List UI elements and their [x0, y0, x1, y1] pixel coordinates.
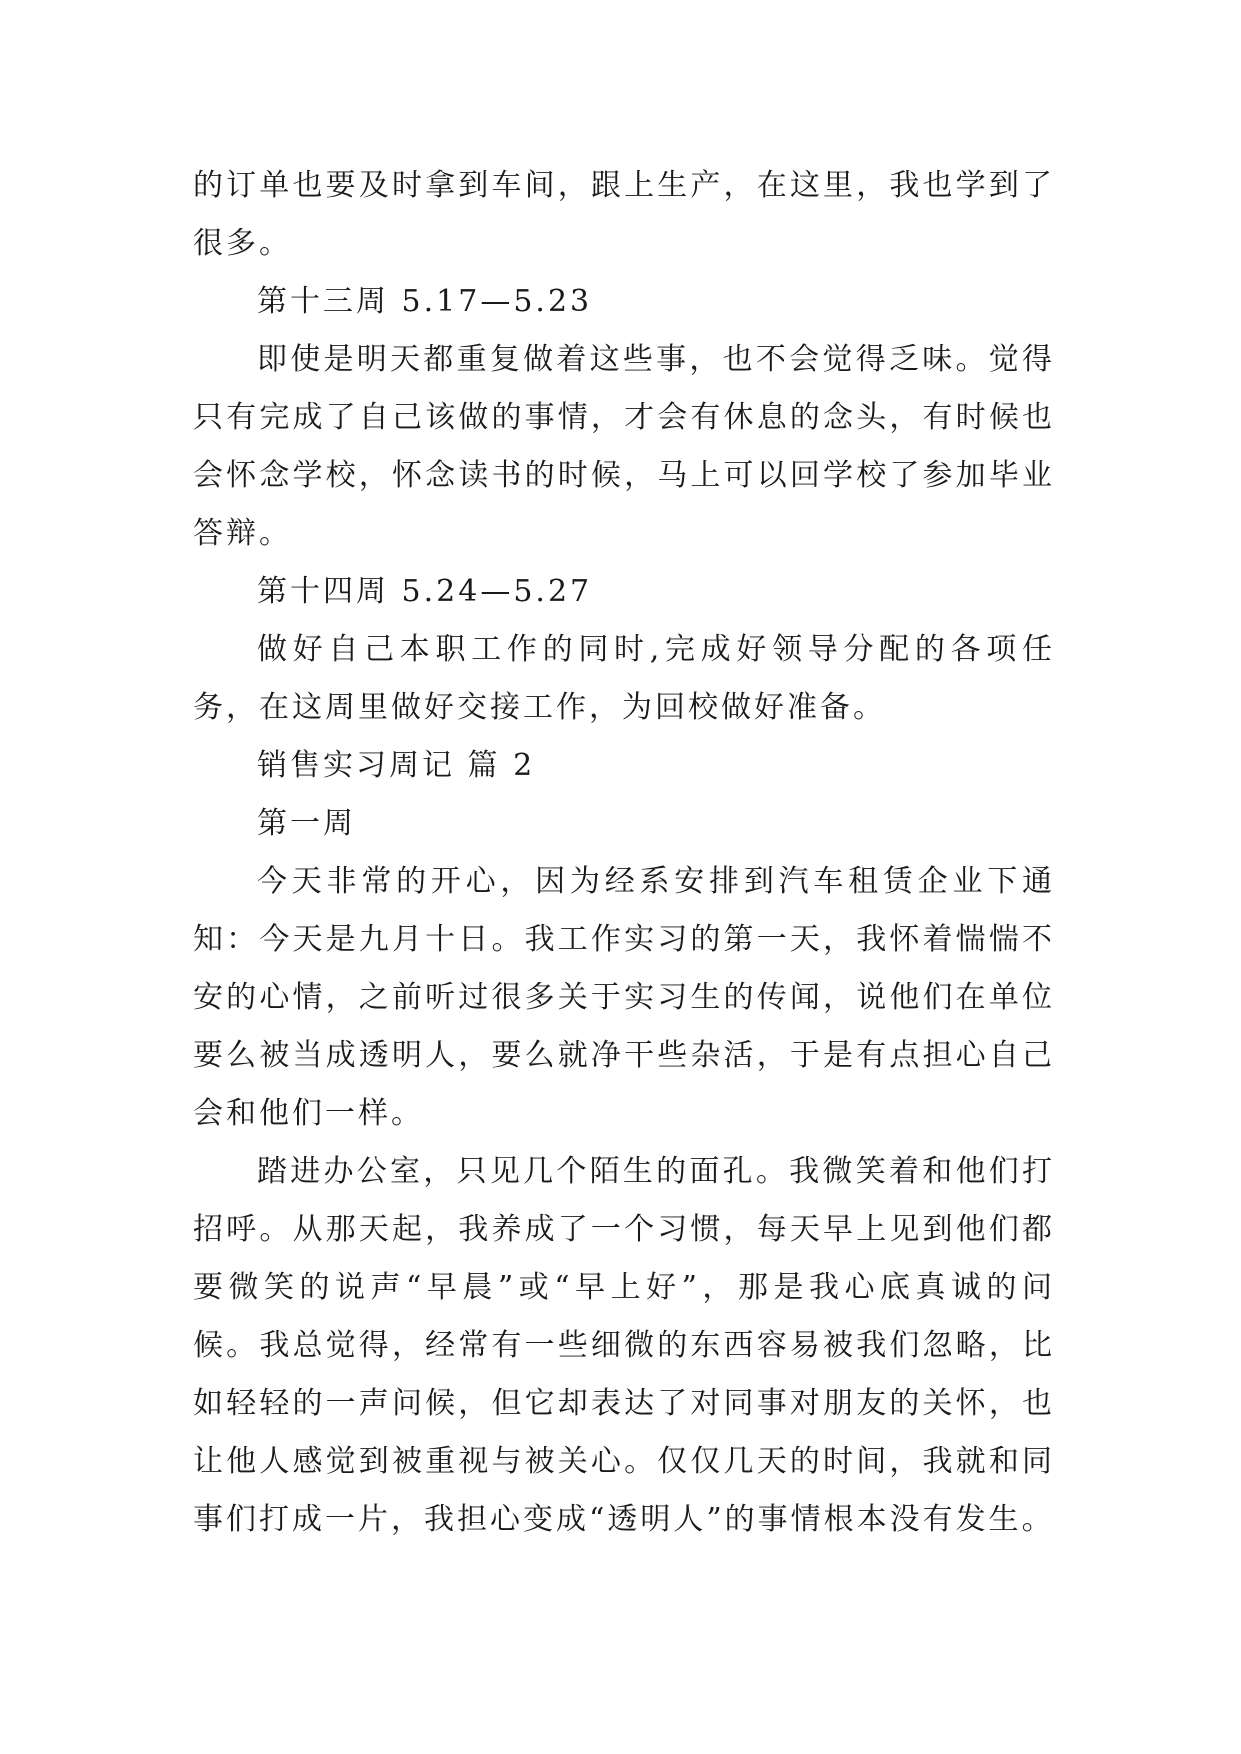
week-1-paragraph-2: 踏进办公室，只见几个陌生的面孔。我微笑着和他们打招呼。从那天起，我养成了一个习惯，每天早上见到他们都要微笑的说声“早晨”或“早上好”，那是我心底真诚的问候。我总觉得，经常有一些细微的东西容易被我们忽略，比如轻轻的一声问候，但它却表达了对同事对朋友的关怀，也让他人感觉到被重视与被关心。仅仅几天的时间，我就和同事们打成一片，我担心变成“透明人”的事情根本没有发生。: [193, 1154, 1055, 1537]
week-13-paragraph: 即使是明天都重复做着这些事，也不会觉得乏味。觉得只有完成了自己该做的事情，才会有休息的念头，有时候也会怀念学校，怀念读书的时候，马上可以回学校了参加毕业答辩。: [193, 342, 1055, 551]
week-13-heading: 第十三周 5.17—5.23: [257, 284, 593, 319]
section-title: 销售实习周记 篇 2: [257, 748, 536, 783]
document-body: [193, 157, 1055, 1549]
week-1-paragraph-1: 今天非常的开心，因为经系安排到汽车租赁企业下通知：今天是九月十日。我工作实习的第一天，我怀着惴惴不安的心情，之前听过很多关于实习生的传闻，说他们在单位要么被当成透明人，要么就净干些杂活，于是有点担心自己会和他们一样。: [193, 864, 1055, 1131]
week-14-heading: 第十四周 5.24—5.27: [257, 574, 593, 609]
week-1-heading: 第一周: [257, 806, 356, 841]
week-14-paragraph: 做好自己本职工作的同时,完成好领导分配的各项任务，在这周里做好交接工作，为回校做好准备。: [193, 632, 1055, 725]
paragraph-continuation: 的订单也要及时拿到车间，跟上生产，在这里，我也学到了很多。: [193, 168, 1055, 261]
